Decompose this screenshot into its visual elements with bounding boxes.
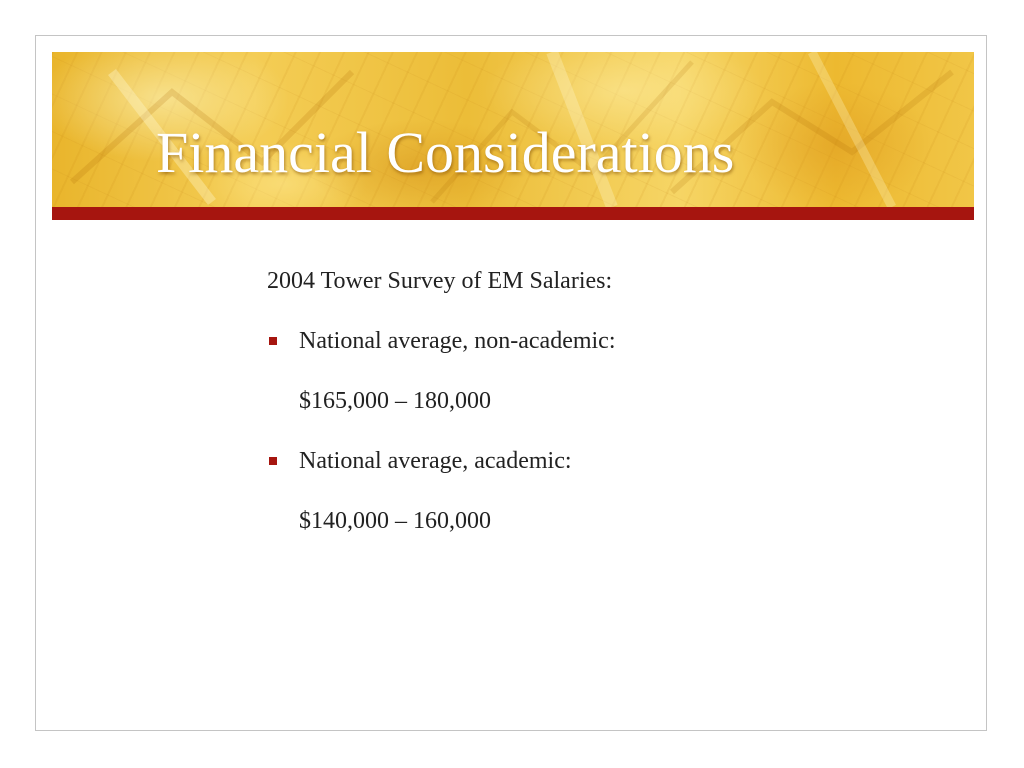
slide-title: Financial Considerations	[156, 120, 735, 185]
square-bullet-icon	[269, 337, 277, 345]
slide	[35, 35, 987, 731]
slide-body	[267, 268, 887, 534]
salary-list	[267, 328, 887, 534]
list-item-academic	[267, 448, 887, 534]
survey-heading: 2004 Tower Survey of EM Salaries:	[267, 268, 613, 294]
bullet-label: National average, academic:	[299, 448, 572, 474]
title-banner	[52, 52, 974, 207]
list-item-non-academic	[267, 328, 887, 414]
square-bullet-icon	[269, 457, 277, 465]
salary-range: $165,000 – 180,000	[299, 388, 491, 414]
salary-range: $140,000 – 160,000	[299, 508, 491, 534]
title-underline-bar	[52, 207, 974, 220]
bullet-label: National average, non-academic:	[299, 328, 616, 354]
